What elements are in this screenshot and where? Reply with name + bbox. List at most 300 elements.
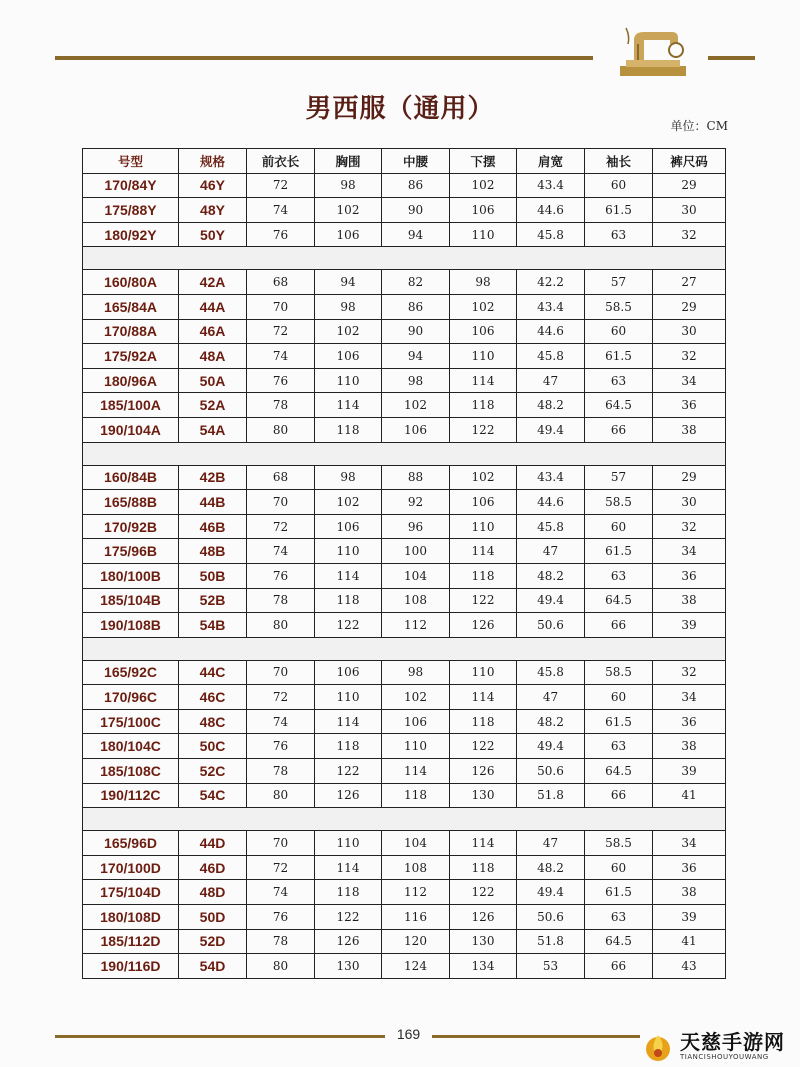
table-row [83,368,726,393]
group-separator-cell [83,442,726,465]
cell-shoulder: 44.6 [517,319,585,344]
cell-model: 170/92B [83,514,179,539]
cell-hem: 114 [450,368,517,393]
cell-hem: 102 [450,173,517,198]
cell-pants-size: 29 [653,294,726,319]
cell-hem: 106 [450,319,517,344]
cell-hem: 122 [450,588,517,613]
cell-sleeve: 60 [585,319,653,344]
cell-sleeve: 58.5 [585,490,653,515]
cell-sleeve: 64.5 [585,929,653,954]
cell-sleeve: 63 [585,368,653,393]
cell-chest: 118 [315,880,382,905]
cell-chest: 114 [315,855,382,880]
cell-shoulder: 44.6 [517,490,585,515]
cell-pants-size: 29 [653,173,726,198]
cell-sleeve: 60 [585,685,653,710]
cell-model: 180/96A [83,368,179,393]
cell-size: 42B [179,465,247,490]
table-row [83,685,726,710]
cell-hem: 126 [450,613,517,638]
cell-sleeve: 57 [585,270,653,295]
table-row [83,709,726,734]
cell-shoulder: 49.4 [517,417,585,442]
cell-size: 54C [179,783,247,808]
cell-model: 165/96D [83,831,179,856]
header-pants-size: 裤尺码 [653,149,726,174]
cell-shoulder: 42.2 [517,270,585,295]
cell-front-length: 72 [247,514,315,539]
table-row [83,490,726,515]
watermark-subtitle: TIANCISHOUYOUWANG [680,1053,769,1061]
cell-chest: 122 [315,905,382,930]
cell-chest: 94 [315,270,382,295]
cell-model: 175/88Y [83,198,179,223]
cell-shoulder: 49.4 [517,734,585,759]
cell-waist: 86 [382,173,450,198]
cell-model: 170/84Y [83,173,179,198]
cell-waist: 104 [382,563,450,588]
cell-pants-size: 32 [653,514,726,539]
cell-hem: 130 [450,929,517,954]
cell-chest: 114 [315,393,382,418]
table-row [83,198,726,223]
cell-chest: 122 [315,759,382,784]
cell-waist: 106 [382,417,450,442]
cell-size: 46D [179,855,247,880]
cell-hem: 122 [450,417,517,442]
table-row [83,417,726,442]
cell-hem: 118 [450,855,517,880]
cell-size: 42A [179,270,247,295]
cell-hem: 110 [450,222,517,247]
header-model: 号型 [83,149,179,174]
cell-sleeve: 63 [585,222,653,247]
cell-model: 160/84B [83,465,179,490]
cell-pants-size: 41 [653,783,726,808]
cell-pants-size: 38 [653,880,726,905]
cell-hem: 126 [450,759,517,784]
cell-waist: 82 [382,270,450,295]
cell-chest: 118 [315,417,382,442]
cell-model: 175/100C [83,709,179,734]
cell-pants-size: 36 [653,393,726,418]
cell-waist: 90 [382,319,450,344]
cell-waist: 112 [382,613,450,638]
table-row [83,270,726,295]
table-row [83,855,726,880]
group-separator-cell [83,808,726,831]
cell-chest: 114 [315,709,382,734]
cell-shoulder: 49.4 [517,880,585,905]
cell-model: 185/104B [83,588,179,613]
cell-pants-size: 34 [653,368,726,393]
cell-pants-size: 29 [653,465,726,490]
cell-shoulder: 50.6 [517,905,585,930]
cell-chest: 118 [315,734,382,759]
cell-model: 160/80A [83,270,179,295]
cell-pants-size: 34 [653,685,726,710]
cell-pants-size: 38 [653,588,726,613]
cell-pants-size: 34 [653,539,726,564]
cell-chest: 106 [315,222,382,247]
cell-waist: 94 [382,222,450,247]
cell-chest: 98 [315,465,382,490]
cell-sleeve: 58.5 [585,294,653,319]
cell-chest: 110 [315,685,382,710]
cell-pants-size: 39 [653,905,726,930]
cell-model: 190/112C [83,783,179,808]
table-row [83,734,726,759]
cell-shoulder: 50.6 [517,613,585,638]
cell-model: 165/92C [83,660,179,685]
cell-hem: 102 [450,465,517,490]
table-row [83,173,726,198]
table-row [83,613,726,638]
cell-pants-size: 36 [653,855,726,880]
table-row [83,563,726,588]
cell-hem: 134 [450,954,517,979]
page-title: 男西服（通用） [305,94,495,124]
cell-shoulder: 43.4 [517,465,585,490]
table-row [83,929,726,954]
cell-size: 46C [179,685,247,710]
table-row [83,759,726,784]
cell-pants-size: 34 [653,831,726,856]
cell-model: 190/108B [83,613,179,638]
cell-pants-size: 36 [653,709,726,734]
cell-front-length: 76 [247,563,315,588]
cell-front-length: 80 [247,954,315,979]
cell-size: 46Y [179,173,247,198]
cell-hem: 110 [450,514,517,539]
cell-waist: 102 [382,685,450,710]
cell-front-length: 68 [247,465,315,490]
table-row [83,344,726,369]
cell-front-length: 72 [247,319,315,344]
cell-hem: 106 [450,198,517,223]
cell-front-length: 80 [247,417,315,442]
group-separator-cell [83,247,726,270]
cell-chest: 102 [315,490,382,515]
cell-hem: 122 [450,880,517,905]
cell-front-length: 80 [247,613,315,638]
cell-size: 52C [179,759,247,784]
cell-chest: 102 [315,198,382,223]
cell-size: 48Y [179,198,247,223]
cell-chest: 98 [315,294,382,319]
cell-front-length: 76 [247,734,315,759]
cell-chest: 98 [315,173,382,198]
cell-waist: 108 [382,588,450,613]
cell-front-length: 68 [247,270,315,295]
cell-hem: 122 [450,734,517,759]
cell-chest: 114 [315,563,382,588]
cell-chest: 106 [315,514,382,539]
cell-sleeve: 66 [585,417,653,442]
cell-shoulder: 49.4 [517,588,585,613]
cell-pants-size: 30 [653,490,726,515]
cell-chest: 110 [315,831,382,856]
cell-sleeve: 64.5 [585,759,653,784]
cell-sleeve: 60 [585,855,653,880]
header-size: 规格 [179,149,247,174]
cell-model: 185/108C [83,759,179,784]
cell-shoulder: 48.2 [517,709,585,734]
cell-model: 170/100D [83,855,179,880]
cell-sleeve: 60 [585,173,653,198]
cell-sleeve: 64.5 [585,393,653,418]
cell-model: 185/100A [83,393,179,418]
cell-chest: 106 [315,344,382,369]
cell-front-length: 80 [247,783,315,808]
cell-shoulder: 51.8 [517,783,585,808]
header-front-length: 前衣长 [247,149,315,174]
bottom-decorative-rule-left [55,1035,385,1038]
cell-sleeve: 57 [585,465,653,490]
cell-waist: 96 [382,514,450,539]
cell-pants-size: 32 [653,222,726,247]
cell-front-length: 76 [247,905,315,930]
cell-front-length: 70 [247,294,315,319]
cell-hem: 118 [450,563,517,588]
size-chart-table [82,148,726,979]
cell-waist: 94 [382,344,450,369]
cell-front-length: 78 [247,929,315,954]
cell-shoulder: 48.2 [517,855,585,880]
header-shoulder: 肩宽 [517,149,585,174]
cell-hem: 98 [450,270,517,295]
cell-waist: 98 [382,368,450,393]
cell-waist: 102 [382,393,450,418]
cell-pants-size: 30 [653,198,726,223]
cell-pants-size: 27 [653,270,726,295]
unit-label: 单位：CM [670,119,728,133]
group-separator-row [83,247,726,270]
cell-waist: 118 [382,783,450,808]
cell-shoulder: 43.4 [517,294,585,319]
cell-sleeve: 61.5 [585,344,653,369]
cell-hem: 126 [450,905,517,930]
cell-size: 48A [179,344,247,369]
cell-shoulder: 47 [517,831,585,856]
cell-chest: 126 [315,929,382,954]
header-waist: 中腰 [382,149,450,174]
cell-hem: 106 [450,490,517,515]
table-row [83,880,726,905]
cell-size: 54A [179,417,247,442]
cell-shoulder: 47 [517,539,585,564]
cell-shoulder: 47 [517,685,585,710]
cell-shoulder: 43.4 [517,173,585,198]
cell-shoulder: 53 [517,954,585,979]
cell-waist: 100 [382,539,450,564]
cell-size: 44D [179,831,247,856]
table-row [83,294,726,319]
cell-model: 190/116D [83,954,179,979]
cell-pants-size: 36 [653,563,726,588]
cell-model: 175/104D [83,880,179,905]
cell-model: 170/96C [83,685,179,710]
cell-sleeve: 64.5 [585,588,653,613]
cell-front-length: 74 [247,880,315,905]
cell-shoulder: 45.8 [517,660,585,685]
cell-size: 46B [179,514,247,539]
table-row [83,465,726,490]
cell-sleeve: 63 [585,563,653,588]
cell-sleeve: 66 [585,613,653,638]
cell-front-length: 78 [247,759,315,784]
cell-waist: 114 [382,759,450,784]
top-decorative-rule [55,56,593,60]
cell-waist: 90 [382,198,450,223]
group-separator-cell [83,637,726,660]
cell-size: 46A [179,319,247,344]
cell-model: 180/92Y [83,222,179,247]
cell-front-length: 76 [247,222,315,247]
cell-shoulder: 48.2 [517,563,585,588]
cell-chest: 110 [315,368,382,393]
table-row [83,905,726,930]
cell-pants-size: 39 [653,759,726,784]
cell-hem: 130 [450,783,517,808]
watermark-title: 天慈手游网 [680,1030,785,1054]
cell-front-length: 70 [247,660,315,685]
page-number: 169 [396,1026,421,1042]
watermark [636,1026,800,1067]
table-row [83,222,726,247]
cell-front-length: 70 [247,490,315,515]
header-sleeve: 袖长 [585,149,653,174]
cell-pants-size: 32 [653,344,726,369]
cell-pants-size: 30 [653,319,726,344]
cell-pants-size: 38 [653,734,726,759]
cell-sleeve: 58.5 [585,831,653,856]
cell-model: 170/88A [83,319,179,344]
cell-waist: 108 [382,855,450,880]
table-row [83,588,726,613]
cell-sleeve: 66 [585,783,653,808]
cell-chest: 130 [315,954,382,979]
cell-hem: 110 [450,344,517,369]
cell-sleeve: 61.5 [585,539,653,564]
sewing-machine-logo-icon [616,22,696,80]
cell-size: 50D [179,905,247,930]
table-body [83,173,726,978]
cell-shoulder: 47 [517,368,585,393]
table-row [83,514,726,539]
bottom-decorative-rule-right [432,1035,640,1038]
cell-hem: 118 [450,709,517,734]
cell-model: 190/104A [83,417,179,442]
cell-front-length: 72 [247,685,315,710]
cell-shoulder: 45.8 [517,514,585,539]
cell-front-length: 70 [247,831,315,856]
cell-waist: 112 [382,880,450,905]
cell-chest: 102 [315,319,382,344]
table-row [83,783,726,808]
cell-chest: 106 [315,660,382,685]
cell-waist: 88 [382,465,450,490]
cell-size: 44A [179,294,247,319]
header-hem: 下摆 [450,149,517,174]
cell-hem: 102 [450,294,517,319]
cell-size: 48D [179,880,247,905]
cell-size: 48C [179,709,247,734]
cell-front-length: 74 [247,709,315,734]
cell-pants-size: 39 [653,613,726,638]
cell-chest: 122 [315,613,382,638]
cell-pants-size: 38 [653,417,726,442]
cell-front-length: 74 [247,198,315,223]
cell-size: 50A [179,368,247,393]
cell-chest: 126 [315,783,382,808]
cell-pants-size: 43 [653,954,726,979]
table-row [83,539,726,564]
cell-model: 185/112D [83,929,179,954]
cell-model: 175/96B [83,539,179,564]
cell-sleeve: 60 [585,514,653,539]
cell-waist: 86 [382,294,450,319]
cell-size: 54D [179,954,247,979]
cell-shoulder: 44.6 [517,198,585,223]
cell-waist: 104 [382,831,450,856]
cell-shoulder: 45.8 [517,344,585,369]
cell-chest: 110 [315,539,382,564]
cell-waist: 106 [382,709,450,734]
cell-size: 44C [179,660,247,685]
cell-waist: 110 [382,734,450,759]
table-row [83,954,726,979]
group-separator-row [83,637,726,660]
cell-size: 50C [179,734,247,759]
cell-size: 52A [179,393,247,418]
cell-front-length: 78 [247,588,315,613]
cell-front-length: 76 [247,368,315,393]
cell-hem: 110 [450,660,517,685]
top-decorative-rule-right [708,56,755,60]
cell-size: 54B [179,613,247,638]
cell-waist: 98 [382,660,450,685]
cell-size: 52B [179,588,247,613]
cell-sleeve: 61.5 [585,198,653,223]
table-row [83,319,726,344]
cell-size: 48B [179,539,247,564]
cell-shoulder: 51.8 [517,929,585,954]
cell-size: 50B [179,563,247,588]
group-separator-row [83,808,726,831]
cell-model: 180/104C [83,734,179,759]
cell-front-length: 78 [247,393,315,418]
cell-sleeve: 58.5 [585,660,653,685]
cell-front-length: 74 [247,344,315,369]
cell-pants-size: 32 [653,660,726,685]
cell-sleeve: 63 [585,734,653,759]
cell-waist: 92 [382,490,450,515]
cell-size: 50Y [179,222,247,247]
flame-logo-icon [642,1031,674,1063]
cell-sleeve: 61.5 [585,880,653,905]
header-chest: 胸围 [315,149,382,174]
cell-front-length: 72 [247,173,315,198]
cell-waist: 120 [382,929,450,954]
cell-shoulder: 50.6 [517,759,585,784]
cell-model: 165/88B [83,490,179,515]
cell-front-length: 72 [247,855,315,880]
cell-waist: 116 [382,905,450,930]
cell-hem: 114 [450,539,517,564]
cell-model: 175/92A [83,344,179,369]
